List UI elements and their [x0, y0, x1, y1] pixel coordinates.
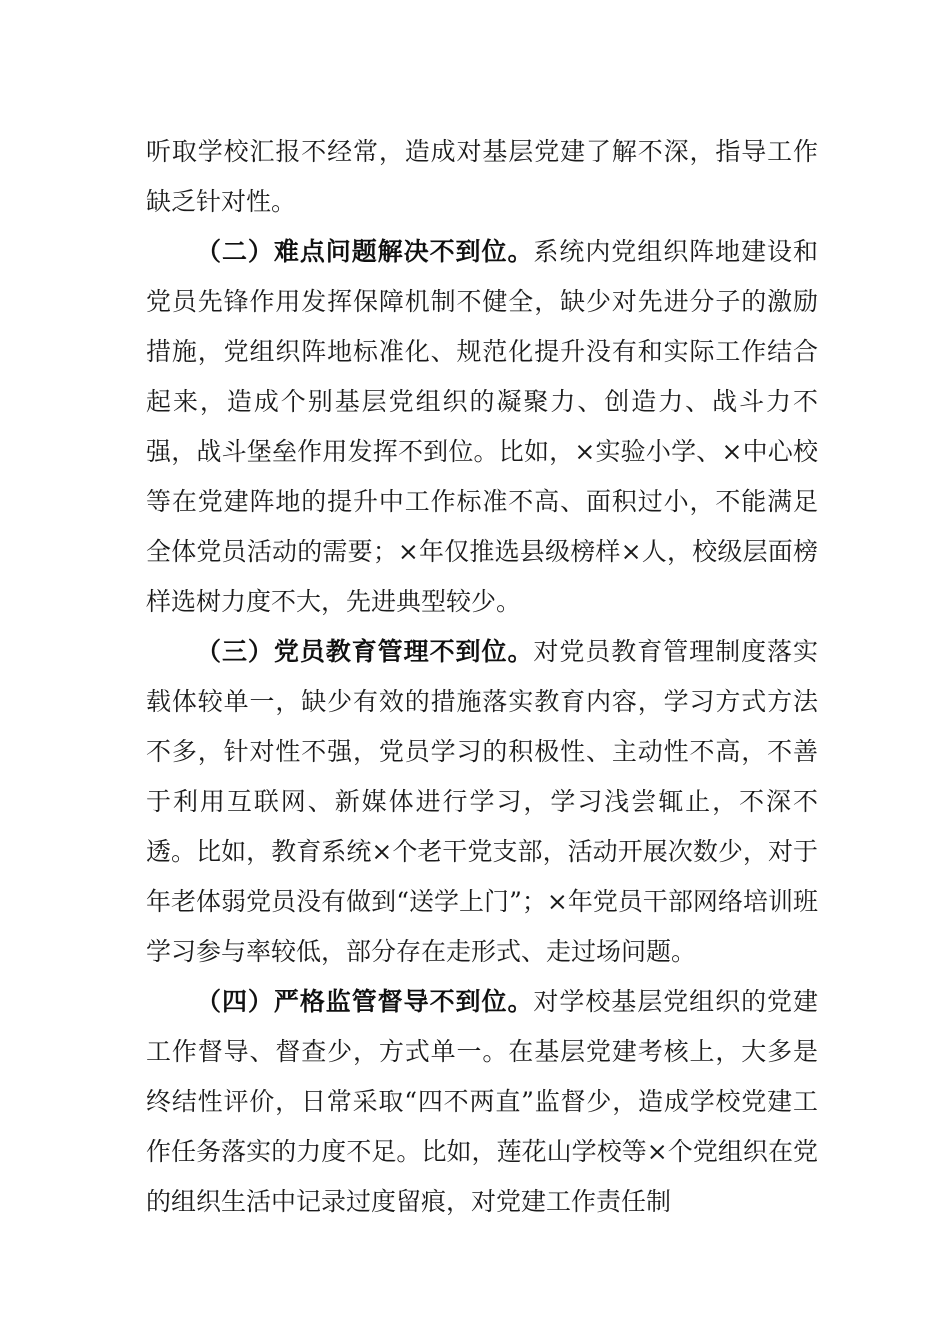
- paragraph-section-2: [146, 227, 818, 627]
- section-heading: （四）严格监管督导不到位。: [196, 987, 534, 1016]
- paragraph-continuation: [146, 127, 818, 227]
- paragraph-text: 对学校基层党组织的党建工作督导、督查少，方式单一。在基层党建考核上，大多是终结性评价，日常采取“四不两直”监督少，造成学校党建工作任务落实的力度不足。比如，莲花山学校等×个党组织在党的组织生活中记录过度留痕，对党建工作责任制: [146, 987, 818, 1216]
- paragraph-section-3: [146, 627, 818, 977]
- paragraph-text: 听取学校汇报不经常，造成对基层党建了解不深，指导工作缺乏针对性。: [146, 137, 818, 216]
- section-heading: （三）党员教育管理不到位。: [196, 637, 534, 666]
- paragraph-text: 对党员教育管理制度落实载体较单一，缺少有效的措施落实教育内容，学习方式方法不多，针对性不强，党员学习的积极性、主动性不高，不善于利用互联网、新媒体进行学习，学习浅尝辄止，不深不透。比如，教育系统×个老干党支部，活动开展次数少，对于年老体弱党员没有做到“送学上门”；×年党员干部网络培训班学习参与率较低，部分存在走形式、走过场问题。: [146, 637, 818, 966]
- section-heading: （二）难点问题解决不到位。: [196, 237, 534, 266]
- paragraph-section-4: [146, 977, 818, 1227]
- document-body: [146, 127, 818, 1227]
- paragraph-text: 系统内党组织阵地建设和党员先锋作用发挥保障机制不健全，缺少对先进分子的激励措施，党组织阵地标准化、规范化提升没有和实际工作结合起来，造成个别基层党组织的凝聚力、创造力、战斗力不强，战斗堡垒作用发挥不到位。比如，×实验小学、×中心校等在党建阵地的提升中工作标准不高、面积过小，不能满足全体党员活动的需要；×年仅推选县级榜样×人，校级层面榜样选树力度不大，先进典型较少。: [146, 237, 818, 616]
